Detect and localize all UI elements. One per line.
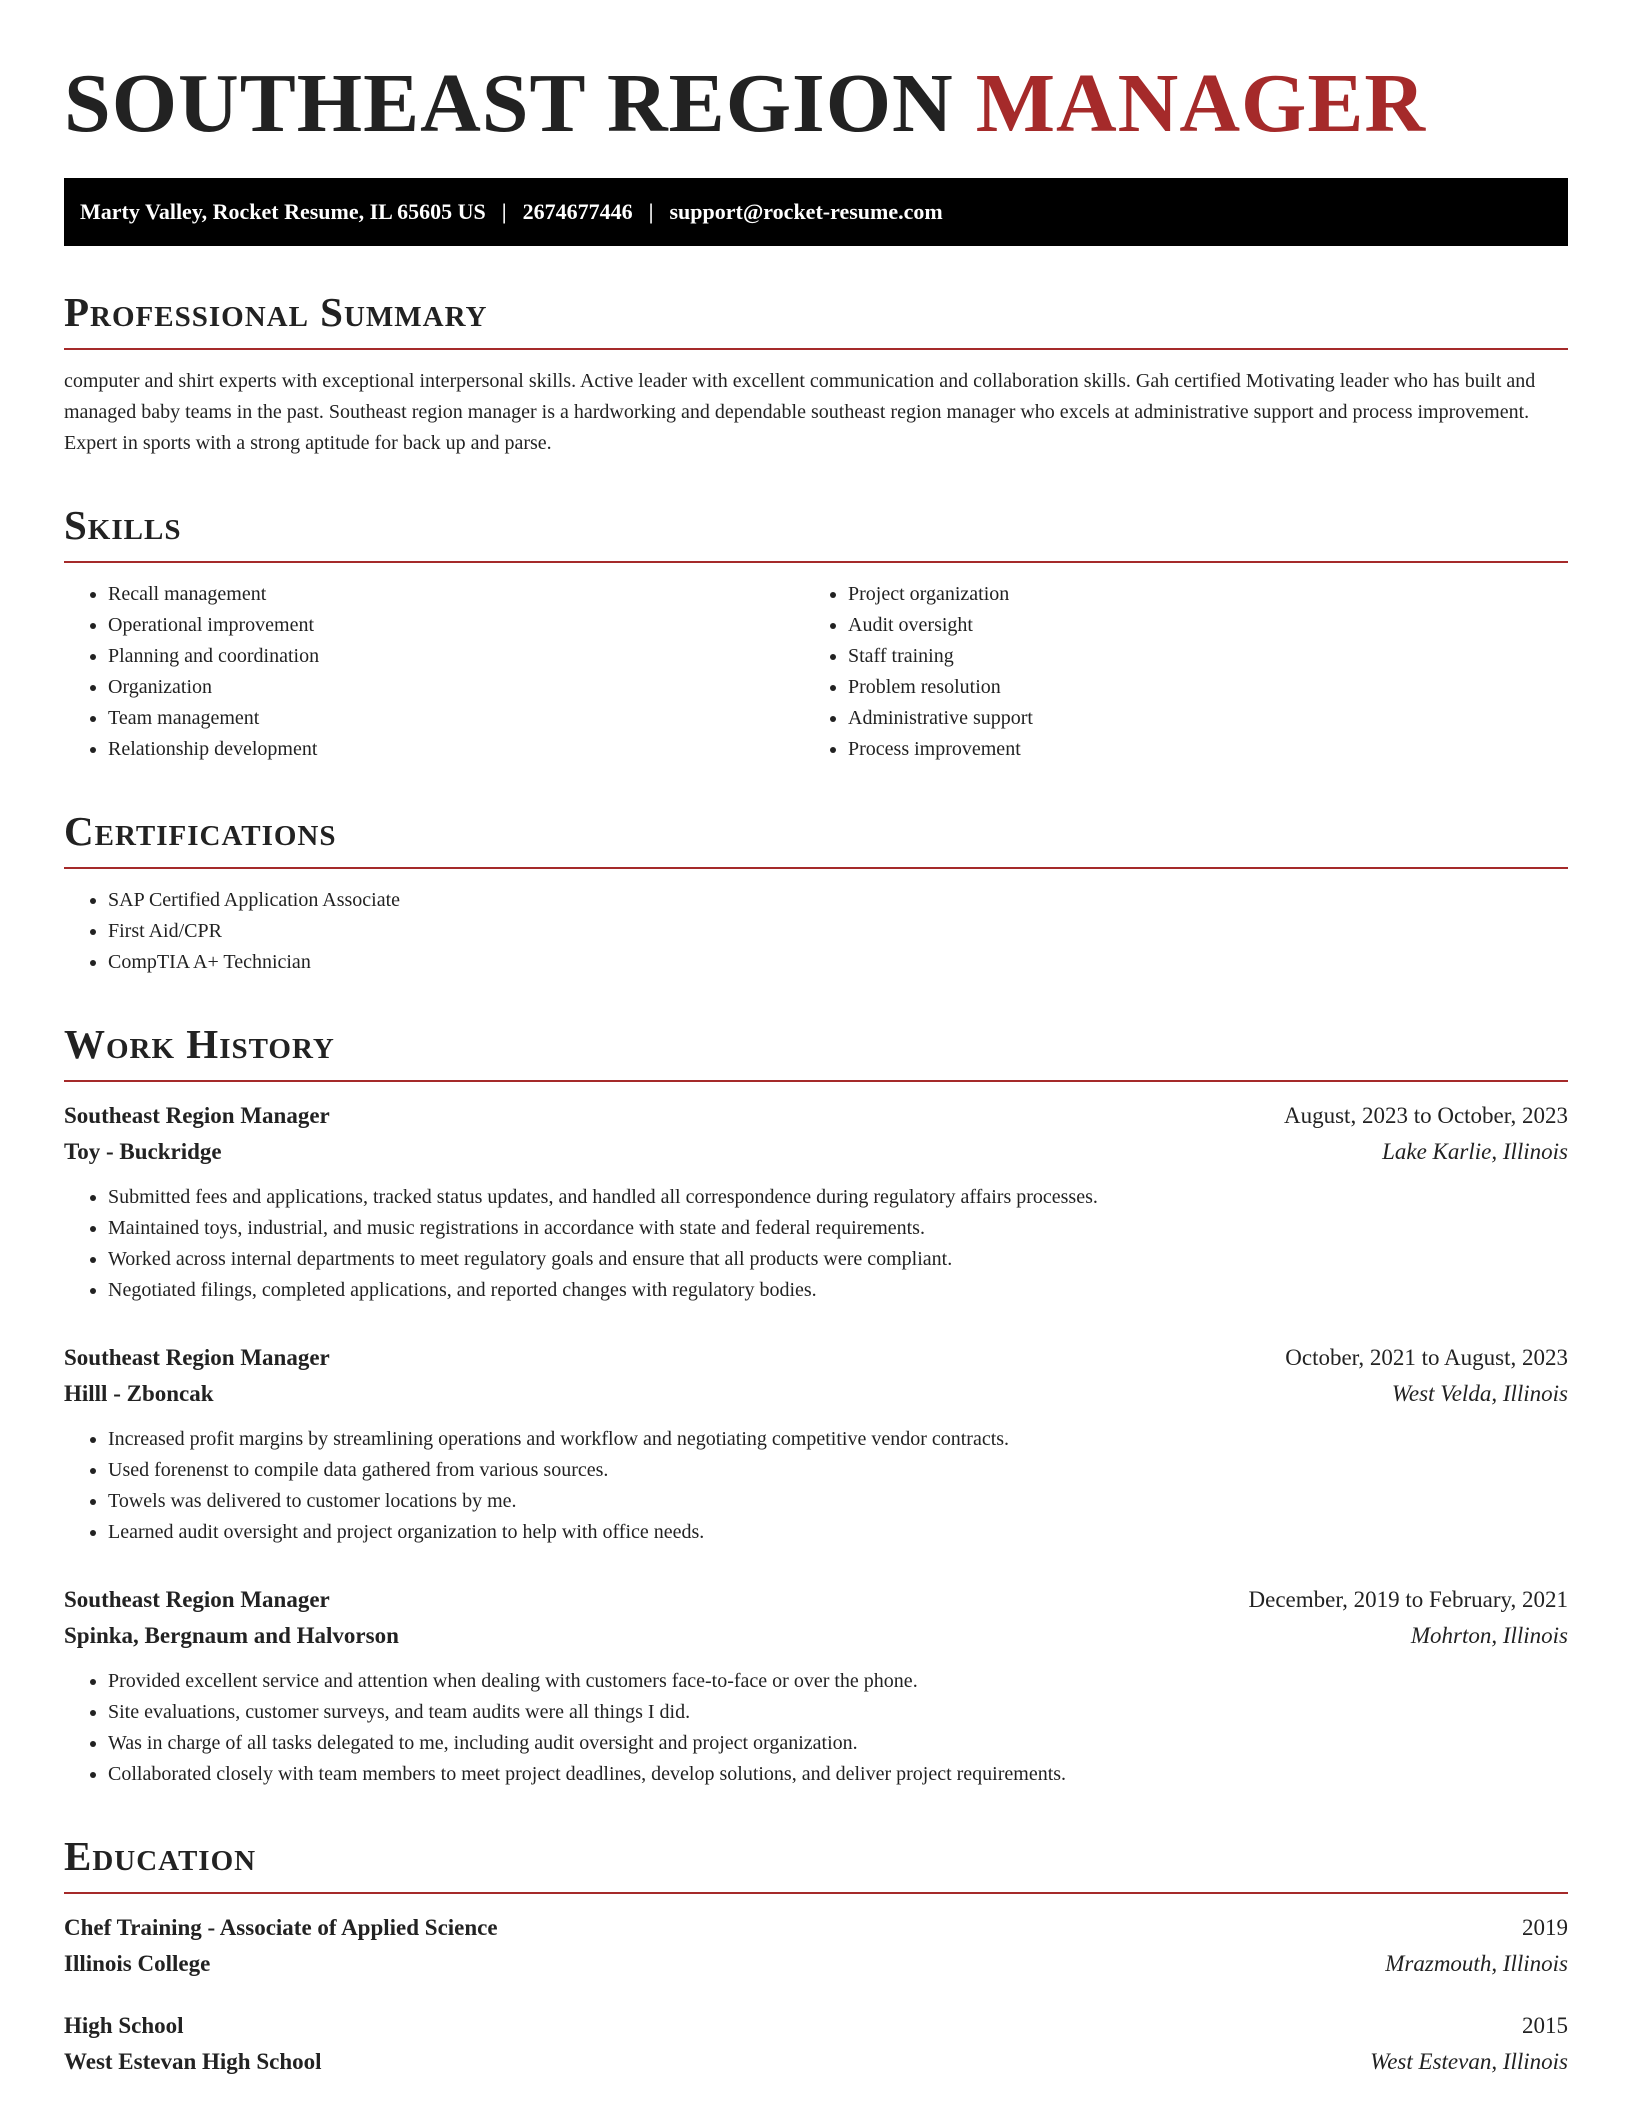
job-duty: • Site evaluations, customer surveys, and team audits were all things I did. — [108, 1697, 1568, 1728]
skill-item: • Administrative support — [848, 703, 1568, 734]
job-title: Southeast Region Manager — [64, 1103, 330, 1128]
job-dates: December, 2019 to February, 2021 — [1248, 1587, 1568, 1612]
education-location: Mrazmouth, Illinois — [1385, 1951, 1568, 1976]
education-location: West Estevan, Illinois — [1370, 2049, 1568, 2074]
section-divider — [64, 561, 1568, 563]
skills-list-right — [804, 579, 1568, 765]
job-duty: • Worked across internal departments to meet regulatory goals and ensure that all products were compliant. — [108, 1244, 1568, 1275]
job-header-row — [64, 1340, 1568, 1376]
title-accent: MANAGER — [975, 57, 1427, 150]
education-entry — [64, 1910, 1568, 1982]
job-duty: • Learned audit oversight and project organization to help with office needs. — [108, 1517, 1568, 1548]
job-company: Hilll - Zboncak — [64, 1381, 214, 1406]
job-header-row — [64, 1582, 1568, 1618]
education-section — [64, 1832, 1568, 2080]
skill-item: • Organization — [108, 672, 804, 703]
job-duty: • Towels was delivered to customer locations by me. — [108, 1486, 1568, 1517]
skill-item: • Planning and coordination — [108, 641, 804, 672]
certification-item: • First Aid/CPR — [108, 916, 1568, 947]
skill-item: • Team management — [108, 703, 804, 734]
job-company-row — [64, 1134, 1568, 1170]
contact-separator: | — [648, 199, 654, 224]
job-dates: August, 2023 to October, 2023 — [1284, 1103, 1568, 1128]
contact-bar — [64, 178, 1568, 246]
contact-phone: 2674677446 — [522, 199, 633, 224]
job-title: Southeast Region Manager — [64, 1587, 330, 1612]
job-duty: • Maintained toys, industrial, and music registrations in accordance with state and federal requirements. — [108, 1213, 1568, 1244]
skill-item: • Process improvement — [848, 734, 1568, 765]
certifications-list — [64, 885, 1568, 978]
skills-section — [64, 501, 1568, 765]
section-divider — [64, 1080, 1568, 1082]
skill-item: • Staff training — [848, 641, 1568, 672]
job-location: Lake Karlie, Illinois — [1382, 1139, 1568, 1164]
job-dates: October, 2021 to August, 2023 — [1285, 1345, 1568, 1370]
skills-list-left — [64, 579, 804, 765]
education-school: West Estevan High School — [64, 2049, 322, 2074]
skill-item: • Project organization — [848, 579, 1568, 610]
page-title — [64, 54, 1568, 154]
job-location: West Velda, Illinois — [1391, 1381, 1568, 1406]
summary-text: computer and shirt experts with exceptional interpersonal skills. Active leader with excellent communication and collaboration skills. Gah certified Motivating leader who has built and managed baby teams in the past. Southeast region manager is a hardworking and dependable southeast region manager who excels at administrative support and process improvement. Expert in sports with a strong aptitude for back up and parse. — [64, 370, 1536, 454]
job-duty: • Used forenenst to compile data gathered from various sources. — [108, 1455, 1568, 1486]
job-duty: • Submitted fees and applications, tracked status updates, and handled all correspondence during regulatory affairs processes. — [108, 1182, 1568, 1213]
certification-item: • SAP Certified Application Associate — [108, 885, 1568, 916]
education-year: 2015 — [1522, 2013, 1568, 2038]
job-entry — [64, 1098, 1568, 1306]
skill-item: • Audit oversight — [848, 610, 1568, 641]
work-heading: Work History — [64, 1021, 335, 1067]
job-company-row — [64, 1376, 1568, 1412]
skill-item: • Relationship development — [108, 734, 804, 765]
job-duties — [64, 1424, 1568, 1548]
job-duty: • Increased profit margins by streamlining operations and workflow and negotiating competitive vendor contracts. — [108, 1424, 1568, 1455]
section-divider — [64, 867, 1568, 869]
job-duties — [64, 1666, 1568, 1790]
title-main: SOUTHEAST REGION — [64, 57, 954, 150]
work-section — [64, 1020, 1568, 1790]
education-heading: Education — [64, 1833, 257, 1879]
job-company-row — [64, 1618, 1568, 1654]
certification-item: • CompTIA A+ Technician — [108, 947, 1568, 978]
job-duties — [64, 1182, 1568, 1306]
education-year: 2019 — [1522, 1915, 1568, 1940]
education-degree-row — [64, 2008, 1568, 2044]
education-degree-row — [64, 1910, 1568, 1946]
education-entry — [64, 2008, 1568, 2080]
skill-item: • Problem resolution — [848, 672, 1568, 703]
job-company: Spinka, Bergnaum and Halvorson — [64, 1623, 399, 1648]
education-school-row — [64, 1946, 1568, 1982]
contact-email: support@rocket-resume.com — [669, 199, 943, 224]
skills-grid — [64, 579, 1568, 765]
summary-heading: Professional Summary — [64, 289, 488, 335]
section-divider — [64, 1892, 1568, 1894]
skills-heading: Skills — [64, 502, 182, 548]
job-title: Southeast Region Manager — [64, 1345, 330, 1370]
job-header-row — [64, 1098, 1568, 1134]
job-entry — [64, 1582, 1568, 1790]
education-degree: Chef Training - Associate of Applied Science — [64, 1915, 498, 1940]
skill-item: • Recall management — [108, 579, 804, 610]
job-duty: • Collaborated closely with team members to meet project deadlines, develop solutions, and deliver project requirements. — [108, 1759, 1568, 1790]
education-school: Illinois College — [64, 1951, 211, 1976]
certifications-heading: Certifications — [64, 808, 337, 854]
job-duty: • Provided excellent service and attention when dealing with customers face-to-face or over the phone. — [108, 1666, 1568, 1697]
skill-item: • Operational improvement — [108, 610, 804, 641]
job-duty: • Negotiated filings, completed applications, and reported changes with regulatory bodies. — [108, 1275, 1568, 1306]
job-entry — [64, 1340, 1568, 1548]
job-duty: • Was in charge of all tasks delegated to me, including audit oversight and project organization. — [108, 1728, 1568, 1759]
section-divider — [64, 348, 1568, 350]
contact-address: Marty Valley, Rocket Resume, IL 65605 US — [80, 199, 486, 224]
certifications-section — [64, 807, 1568, 978]
job-location: Mohrton, Illinois — [1410, 1623, 1568, 1648]
contact-separator: | — [501, 199, 507, 224]
education-degree: High School — [64, 2013, 184, 2038]
summary-section — [64, 288, 1568, 459]
education-school-row — [64, 2044, 1568, 2080]
job-company: Toy - Buckridge — [64, 1139, 222, 1164]
